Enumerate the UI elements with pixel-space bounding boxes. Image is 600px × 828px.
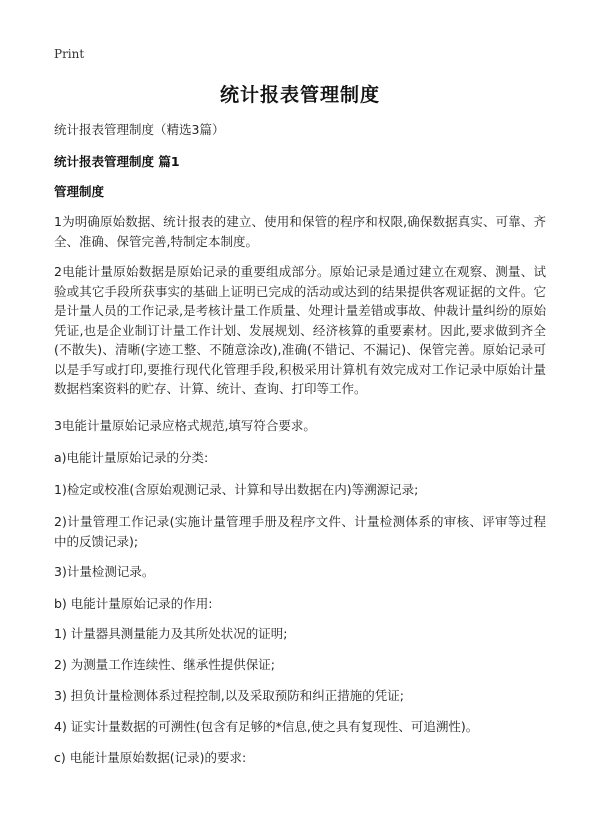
paragraph-1: 1为明确原始数据、统计报表的建立、使用和保管的程序和权限,确保数据真实、可靠、齐全、准确、保管完善,特制定本制度。 (54, 214, 546, 249)
paragraph-8: b) 电能计量原始记录的作用: (54, 596, 213, 611)
print-label: Print (54, 47, 85, 61)
paragraph-2: 2电能计量原始数据是原始记录的重要组成部分。原始记录是通过建立在观察、测量、试验或其它手段所获事实的基础上证明已完成的活动或达到的结果提供客观证据的文件。它是计量人员的工作记录,是考核计量工作质量、处理计量差错或事故、仲裁计量纠纷的原始凭证,也是企业制订计量工作计划、发展规划、经济核算的重要素材。因此,要求做到齐全(不散失)、清晰(字迹工整、不随意涂改),准确(不错记、不漏记)、保管完善。原始记录可以是手写或打印,要推行现代化管理手段,积极采用计算机有效完成对工作记录中原始计量数据档案资料的贮存、计算、统计、查询、打印等工作。 (54, 264, 546, 396)
subsection-heading: 管理制度 (54, 184, 105, 199)
paragraph-3: 3电能计量原始记录应格式规范,填写符合要求。 (54, 418, 316, 433)
paragraph-9: 1) 计量器具测量能力及其所处状况的证明; (54, 626, 288, 641)
document-title: 统计报表管理制度 (219, 84, 380, 106)
paragraph-7: 3)计量检测记录。 (54, 564, 155, 579)
paragraph-6: 2)计量管理工作记录(实施计量管理手册及程序文件、计量检测体系的审核、评审等过程中的反馈记录); (54, 514, 546, 549)
paragraph-13: c) 电能计量原始数据(记录)的要求: (54, 750, 247, 765)
paragraph-4: a)电能计量原始记录的分类: (54, 450, 209, 465)
paragraph-5: 1)检定或校准(含原始观测记录、计算和导出数据在内)等溯源记录; (54, 482, 419, 497)
paragraph-11: 3) 担负计量检测体系过程控制,以及采取预防和纠正措施的凭证; (54, 688, 404, 703)
paragraph-12: 4) 证实计量数据的可溯性(包含有足够的*信息,使之具有复现性、可追溯性)。 (54, 719, 479, 734)
section-heading: 统计报表管理制度 篇1 (54, 154, 180, 169)
paragraph-10: 2) 为测量工作连续性、继承性提供保证; (54, 657, 276, 672)
document-subtitle: 统计报表管理制度（精选3篇） (54, 122, 225, 137)
